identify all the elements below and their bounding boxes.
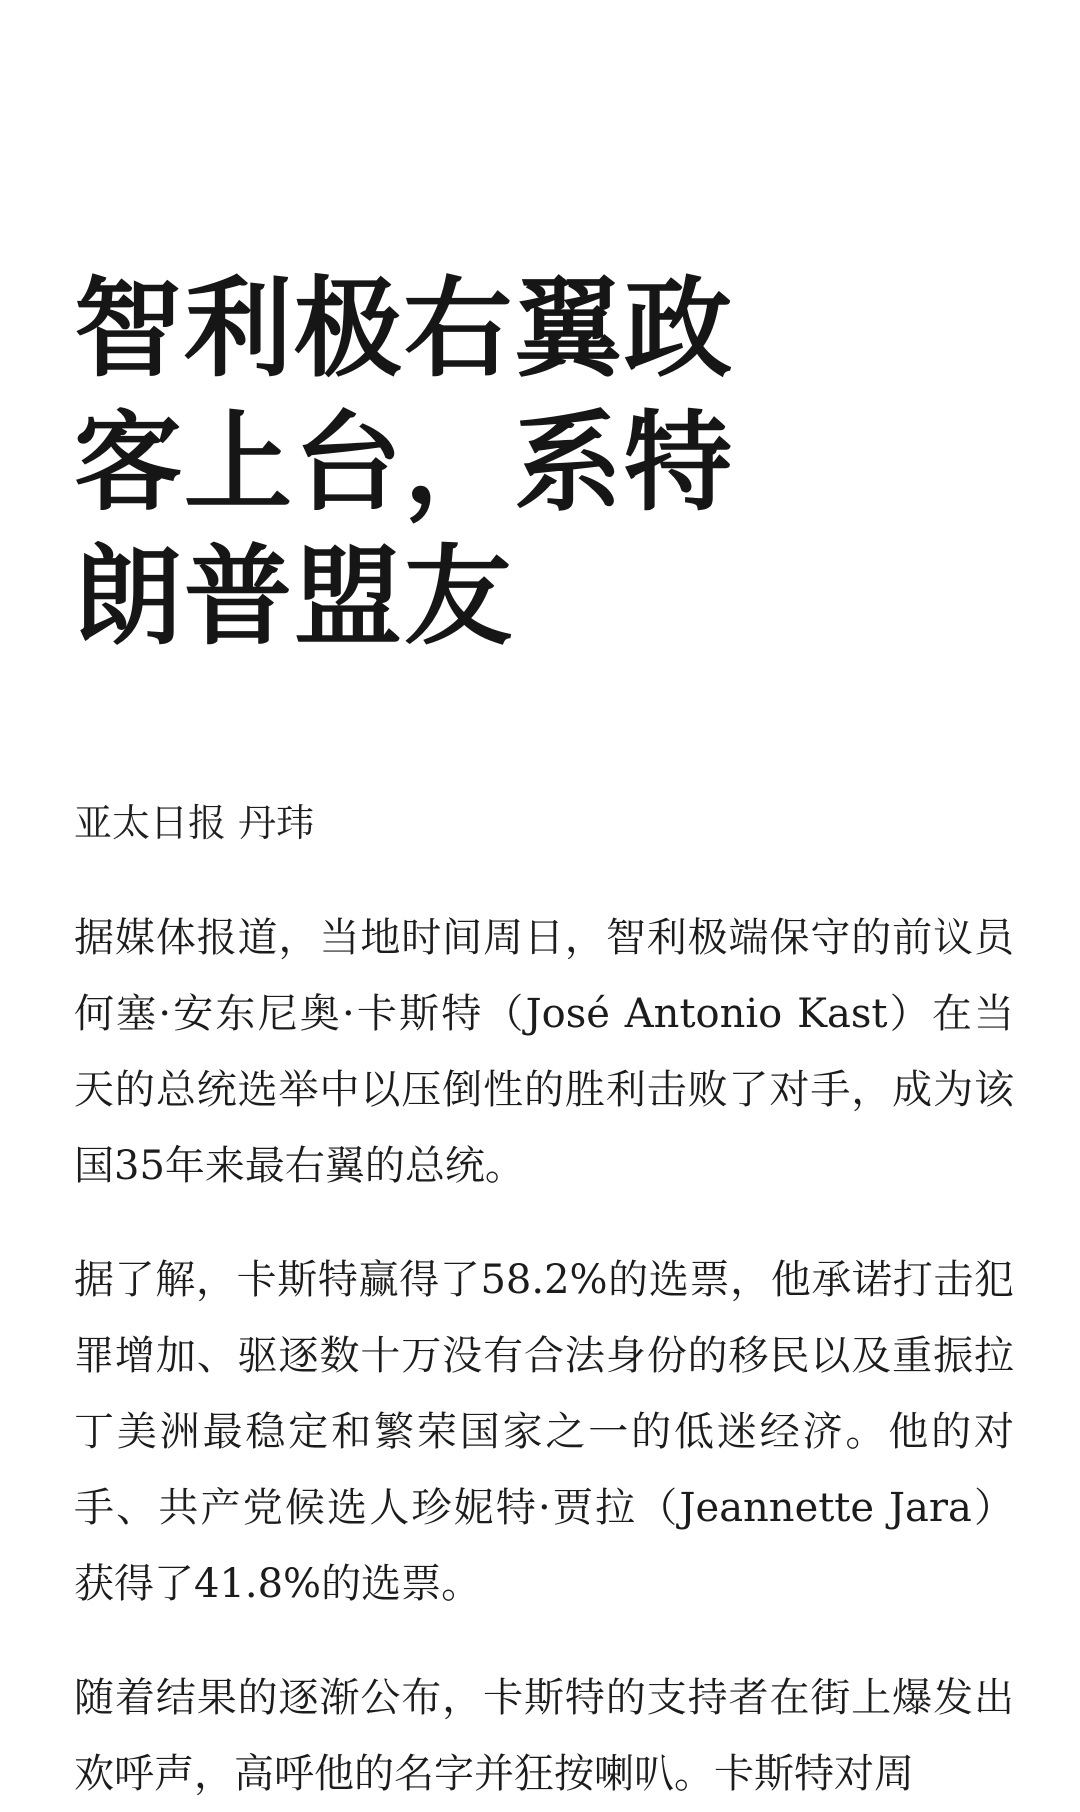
article-paragraph-1: 据媒体报道，当地时间周日，智利极端保守的前议员何塞·安东尼奥·卡斯特（José Antonio Kast）在当天的总统选举中以压倒性的胜利击败了对手，成为该国35年来最右翼的总统。 <box>74 915 1014 1189</box>
article-paragraph-3: 随着结果的逐渐公布，卡斯特的支持者在街上爆发出欢呼声，高呼他的名字并狂按喇叭。卡斯特对周 <box>74 1675 1014 1797</box>
article-headline: 智利极右翼政客上台，系特朗普盟友 <box>74 266 735 660</box>
article-byline: 亚太日报 丹玮 <box>74 801 315 845</box>
article-paragraph-2: 据了解，卡斯特赢得了58.2%的选票，他承诺打击犯罪增加、驱逐数十万没有合法身份的移民以及重振拉丁美洲最稳定和繁荣国家之一的低迷经济。他的对手、共产党候选人珍妮特·贾拉（Jeannette Jara）获得了41.8%的选票。 <box>74 1257 1014 1607</box>
article <box>74 262 1014 1812</box>
